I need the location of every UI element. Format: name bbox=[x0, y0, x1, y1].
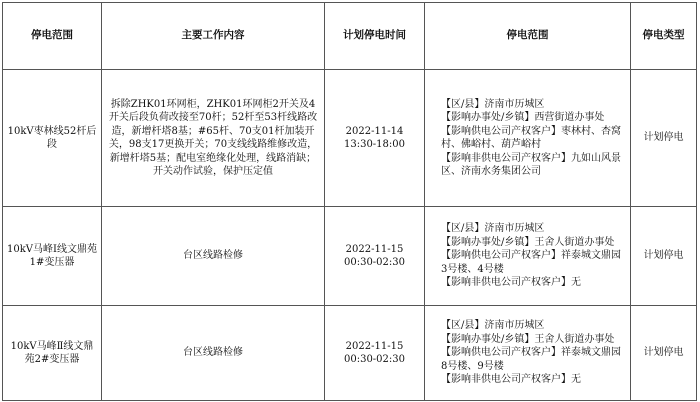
time-range: 00:30-02:30 bbox=[343, 354, 405, 365]
line-cell: 10kV马峰Ⅰ线文鼎苑1#变压器 bbox=[3, 207, 102, 306]
time-cell bbox=[325, 207, 425, 306]
work-cell: 台区线路检修 bbox=[102, 306, 325, 401]
scope-cell bbox=[425, 207, 631, 306]
header-outage-type: 停电类型 bbox=[631, 3, 697, 70]
header-planned-time: 计划停电时间 bbox=[325, 3, 425, 70]
line-cell: 10kV马峰Ⅱ线文鼎苑2#变压器 bbox=[3, 306, 102, 401]
work-cell: 台区线路检修 bbox=[102, 207, 325, 306]
scope-other-customers: 【影响非供电公司产权客户】九如山风景区、济南水务集团公司 bbox=[441, 152, 621, 177]
header-row bbox=[3, 3, 697, 70]
time-range: 00:30-02:30 bbox=[343, 257, 405, 268]
type-cell: 计划停电 bbox=[631, 207, 697, 306]
line-cell: 10kV枣林线52杆后段 bbox=[3, 70, 102, 207]
time-date: 2022-11-15 bbox=[345, 340, 404, 352]
scope-cell bbox=[425, 70, 631, 207]
scope-utility-customers: 【影响供电公司产权客户】祥泰城文鼎园8号楼、9号楼 bbox=[441, 347, 621, 372]
time-cell bbox=[325, 306, 425, 401]
time-cell bbox=[325, 70, 425, 207]
header-outage-scope: 停电范围 bbox=[3, 3, 102, 70]
scope-other-customers: 【影响非供电公司产权客户】无 bbox=[441, 277, 581, 289]
scope-office: 【影响办事处/乡镇】王舍人街道办事处 bbox=[441, 236, 615, 248]
scope-district: 【区/县】济南市历城区 bbox=[441, 98, 545, 110]
scope-district: 【区/县】济南市历城区 bbox=[441, 223, 545, 235]
header-main-work: 主要工作内容 bbox=[102, 3, 325, 70]
scope-utility-customers: 【影响供电公司产权客户】祥泰城文鼎园3号楼、4号楼 bbox=[441, 250, 621, 275]
scope-other-customers: 【影响非供电公司产权客户】无 bbox=[441, 374, 581, 386]
time-date: 2022-11-14 bbox=[345, 125, 404, 137]
scope-office: 【影响办事处/乡镇】王舍人街道办事处 bbox=[441, 333, 615, 345]
scope-utility-customers: 【影响供电公司产权客户】枣林村、杏窝村、佛峪村、葫芦峪村 bbox=[441, 125, 621, 150]
scope-office: 【影响办事处/乡镇】西营街道办事处 bbox=[441, 112, 605, 123]
scope-district: 【区/县】济南市历城区 bbox=[441, 320, 545, 332]
type-cell: 计划停电 bbox=[631, 70, 697, 207]
table-row bbox=[3, 207, 697, 306]
table-row bbox=[3, 70, 697, 207]
outage-table bbox=[2, 2, 697, 401]
table-row bbox=[3, 306, 697, 401]
time-range: 13:30-18:00 bbox=[343, 139, 405, 150]
scope-cell bbox=[425, 306, 631, 401]
type-cell: 计划停电 bbox=[631, 306, 697, 401]
time-date: 2022-11-15 bbox=[345, 243, 404, 255]
work-cell: 拆除ZHK01环网柜，ZHK01环网柜2开关及4开关后段负荷改接至70杆；52杆至53杆线路改造，新增杆塔8基；#65杆、70支01杆加装开关，98支17更换开关；70支线线路维修改造，新增杆塔5基；配电室绝缘化处理，线路消缺；开关动作试验，保护压定值 bbox=[102, 70, 325, 207]
header-affected-scope: 停电范围 bbox=[425, 3, 631, 70]
